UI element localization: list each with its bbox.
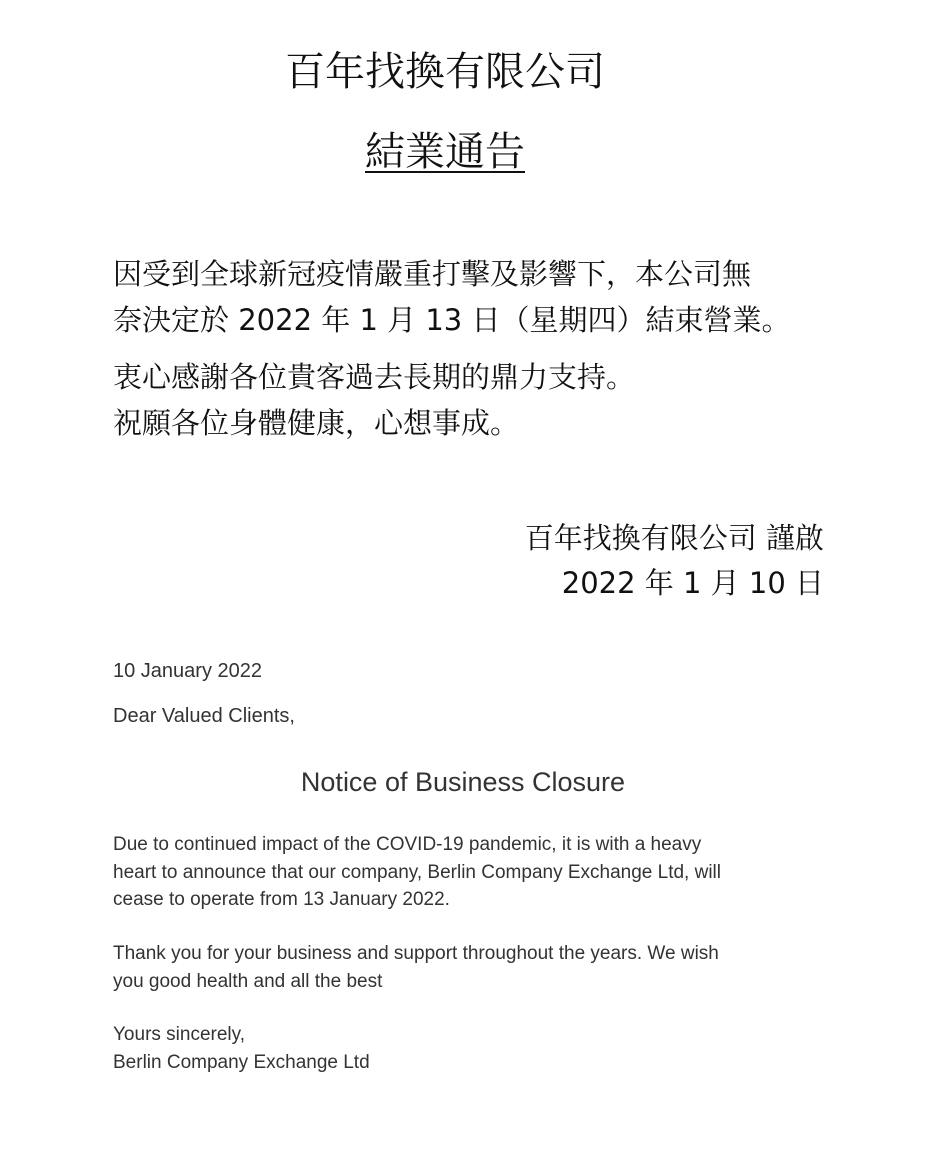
- en-paragraph1-line2: heart to announce that our company, Berlin Company Exchange Ltd, will: [113, 861, 721, 883]
- en-paragraph-1: [113, 831, 833, 914]
- zh-paragraph1-line2: 奈決定於 2022 年 1 月 13 日（星期四）結束營業。: [113, 303, 791, 337]
- en-notice-title: Notice of Business Closure: [300, 767, 626, 797]
- zh-signature: 百年找換有限公司 謹啟: [524, 521, 824, 555]
- en-closing: Yours sincerely,: [113, 1024, 246, 1045]
- en-paragraph2-line1: Thank you for your business and support throughout the years. We wish: [113, 943, 719, 964]
- en-salutation: Dear Valued Clients,: [113, 705, 295, 727]
- en-paragraph2-line2: you good health and all the best: [113, 970, 383, 992]
- zh-paragraph2-line2: 祝願各位身體健康，心想事成。: [113, 406, 520, 440]
- en-paragraph1-line3: cease to operate from 13 January 2022.: [113, 889, 450, 910]
- zh-paragraph2-line1: 衷心感謝各位貴客過去長期的鼎力支持。: [113, 360, 636, 394]
- en-paragraph-2: [113, 940, 833, 995]
- zh-paragraph1-line1: 因受到全球新冠疫情嚴重打擊及影響下，本公司無: [113, 257, 752, 291]
- zh-date: 2022 年 1 月 10 日: [561, 566, 824, 600]
- zh-notice-title: 結業通告: [365, 129, 525, 175]
- en-signature: Berlin Company Exchange Ltd: [113, 1051, 370, 1073]
- en-date: 10 January 2022: [113, 660, 263, 682]
- zh-notice-title-wrap: [0, 122, 890, 182]
- zh-company-name: 百年找換有限公司: [285, 49, 605, 95]
- en-paragraph1-line1: Due to continued impact of the COVID-19 pandemic, it is with a heavy: [113, 834, 702, 855]
- en-closing-block: [113, 1021, 833, 1076]
